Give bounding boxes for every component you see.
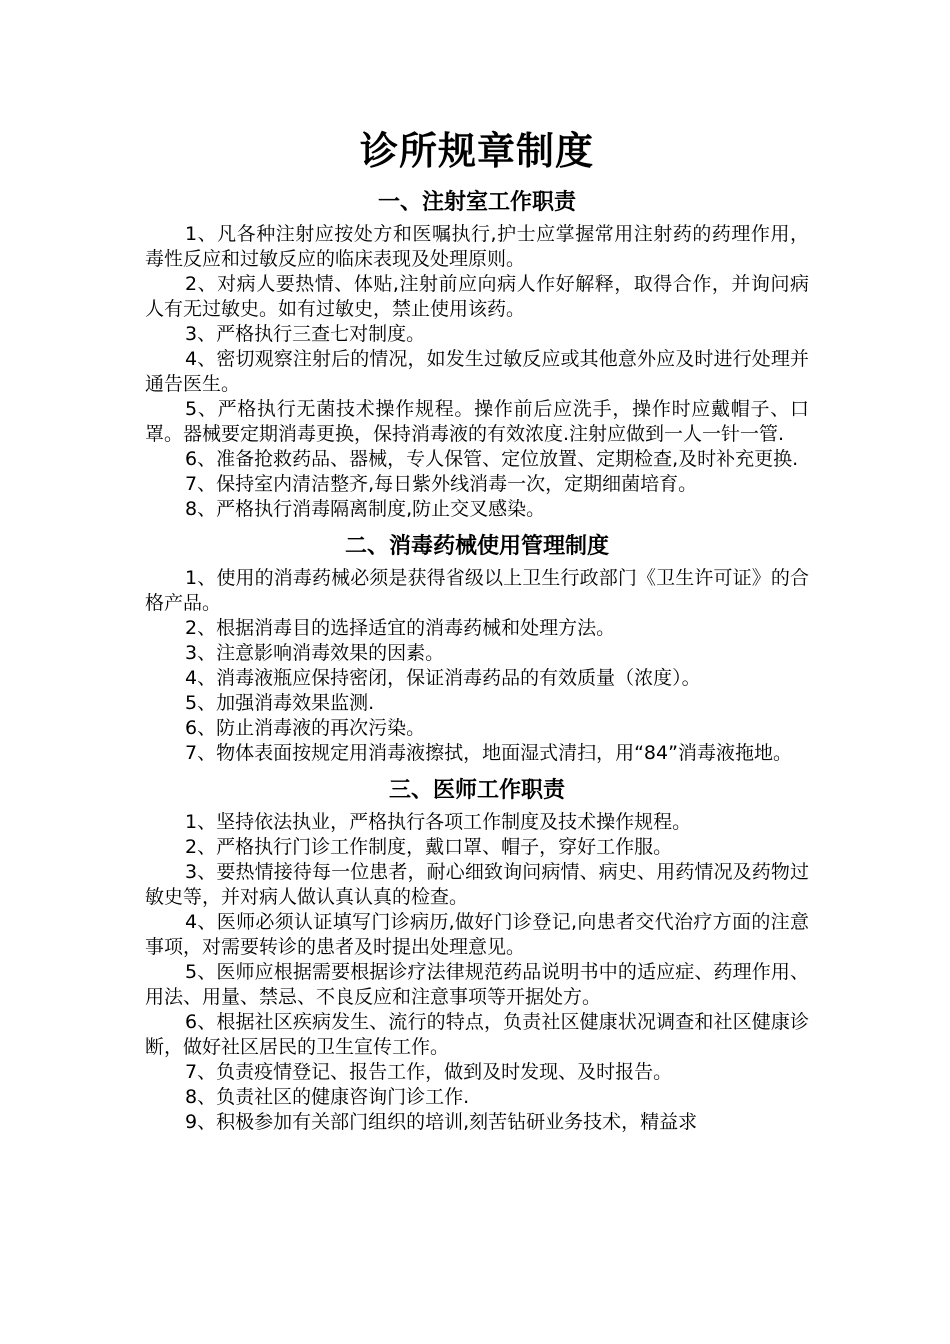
list-item: 8、负责社区的健康咨询门诊工作.: [185, 1086, 470, 1108]
list-item: 5、医师应根据需要根据诊疗法律规范药品说明书中的适应症、药理作用、用法、用量、禁忌、不良反应和注意事项等开据处方。: [145, 961, 809, 1008]
list-item: 6、防止消毒液的再次污染。: [185, 717, 426, 739]
list-item: 6、根据社区疾病发生、流行的特点，负责社区健康状况调查和社区健康诊断，做好社区居民的卫生宣传工作。: [145, 1011, 809, 1058]
list-item: 7、负责疫情登记、报告工作，做到及时发现、及时报告。: [185, 1061, 673, 1083]
list-item: 7、物体表面按规定用消毒液擦拭，地面湿式清扫，用“84”消毒液拖地。: [185, 742, 792, 764]
section-items: [145, 222, 809, 522]
section-items: [145, 810, 809, 1135]
section-physician: [145, 772, 809, 1135]
list-item: 1、使用的消毒药械必须是获得省级以上卫生行政部门《卫生许可证》的合格产品。: [145, 567, 809, 614]
list-item: 9、积极参加有关部门组织的培训,刻苦钻研业务技术，精益求: [185, 1111, 698, 1133]
list-item: 2、严格执行门诊工作制度，戴口罩、帽子，穿好工作服。: [185, 836, 673, 858]
list-item: 1、凡各种注射应按处方和医嘱执行,护士应掌握常用注射药的药理作用，毒性反应和过敏反应的临床表现及处理原则。: [145, 223, 809, 270]
list-item: 6、准备抢救药品、器械，专人保管、定位放置、定期检查,及时补充更换.: [185, 448, 799, 470]
list-item: 4、医师必须认证填写门诊病历,做好门诊登记,向患者交代治疗方面的注意事项，对需要转诊的患者及时提出处理意见。: [145, 911, 809, 958]
section-title: 一、注射室工作职责: [377, 190, 576, 215]
document-title: 诊所规章制度: [359, 129, 594, 173]
list-item: 5、严格执行无菌技术操作规程。操作前后应洗手，操作时应戴帽子、口罩。器械要定期消毒更换，保持消毒液的有效浓度.注射应做到一人一针一管.: [145, 398, 809, 445]
document-page: [145, 120, 809, 1135]
list-item: 1、坚持依法执业，严格执行各项工作制度及技术操作规程。: [185, 811, 692, 833]
list-item: 3、注意影响消毒效果的因素。: [185, 642, 445, 664]
list-item: 4、密切观察注射后的情况，如发生过敏反应或其他意外应及时进行处理并通告医生。: [145, 348, 809, 395]
list-item: 2、对病人要热情、体贴,注射前应向病人作好解释，取得合作，并询问病人有无过敏史。如有过敏史，禁止使用该药。: [145, 273, 809, 320]
list-item: 8、严格执行消毒隔离制度,防止交叉感染。: [185, 498, 546, 520]
list-item: 3、要热情接待每一位患者，耐心细致询问病情、病史、用药情况及药物过敏史等，并对病人做认真认真的检查。: [145, 861, 809, 908]
section-disinfection: [145, 528, 809, 766]
section-injection-room: [145, 184, 809, 522]
section-items: [145, 566, 809, 766]
list-item: 5、加强消毒效果监测.: [185, 692, 375, 714]
list-item: 4、消毒液瓶应保持密闭，保证消毒药品的有效质量（浓度）。: [185, 667, 701, 689]
list-item: 3、严格执行三查七对制度。: [185, 323, 426, 345]
list-item: 7、保持室内清洁整齐,每日紫外线消毒一次，定期细菌培育。: [185, 473, 698, 495]
list-item: 2、根据消毒目的选择适宜的消毒药械和处理方法。: [185, 617, 616, 639]
section-title: 三、医师工作职责: [388, 778, 565, 803]
section-title: 二、消毒药械使用管理制度: [344, 534, 609, 559]
